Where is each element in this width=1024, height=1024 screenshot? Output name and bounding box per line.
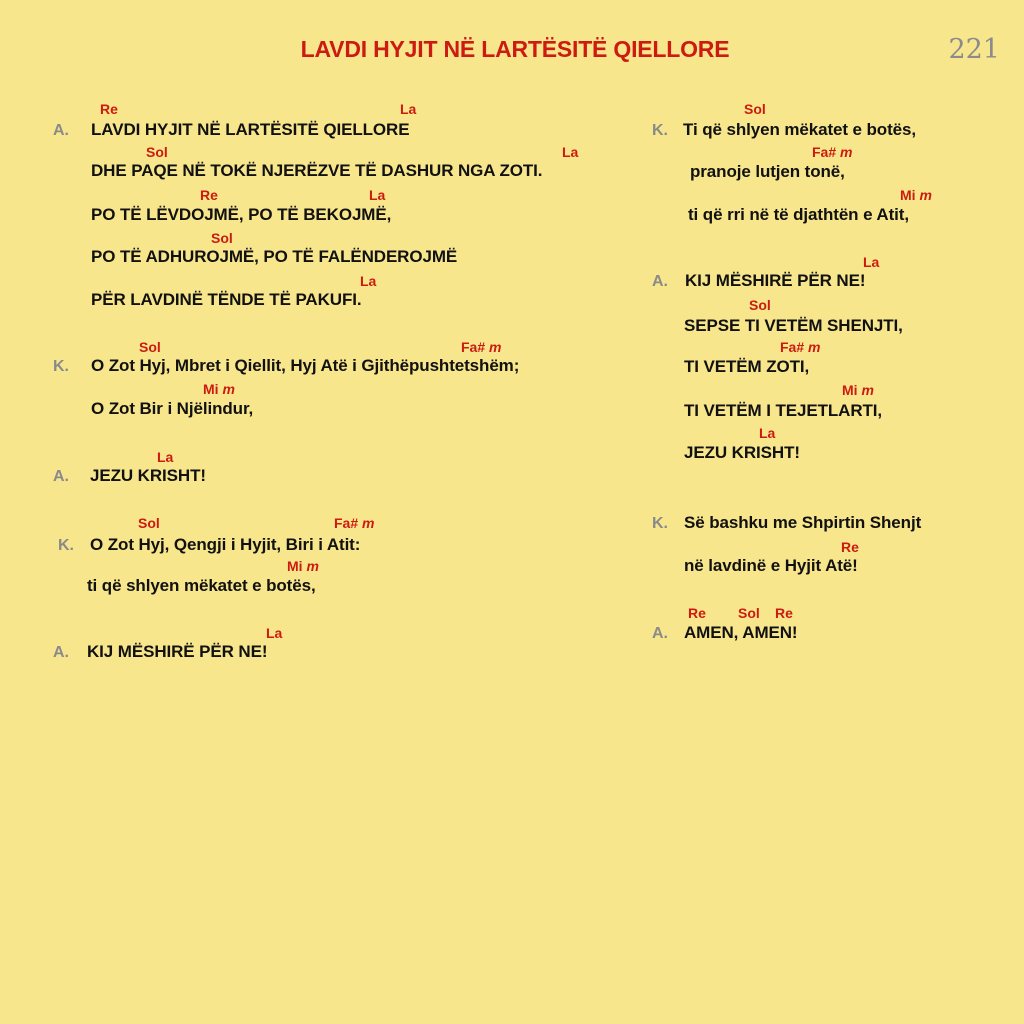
lyric-line: SEPSE TI VETËM SHENJTI, (684, 316, 903, 335)
chord-label: La (400, 101, 417, 117)
chord-label: Re (100, 101, 118, 117)
lyric-line: pranoje lutjen tonë, (690, 162, 845, 181)
speaker-marker: K. (652, 122, 668, 139)
chord-label: La (759, 425, 776, 441)
lyric-line: Ti që shlyen mëkatet e botës, (683, 120, 916, 139)
chord-label: Fa# m (812, 144, 853, 160)
chord-label: Sol (744, 101, 766, 117)
chord-label: Re (775, 605, 793, 621)
chord-label: La (562, 144, 579, 160)
speaker-marker: A. (53, 644, 69, 661)
lyric-line: O Zot Hyj, Mbret i Qiellit, Hyj Atë i Gjithëpushtetshëm; (91, 356, 520, 375)
lyric-line: TI VETËM ZOTI, (684, 357, 810, 376)
chord-label: La (360, 273, 377, 289)
lyric-line: Së bashku me Shpirtin Shenjt (684, 513, 922, 532)
chord-label: La (157, 449, 174, 465)
chord-label: Sol (749, 297, 771, 313)
lyric-line: O Zot Hyj, Qengji i Hyjit, Biri i Atit: (90, 535, 361, 554)
lyric-line: KIJ MËSHIRË PËR NE! (87, 642, 268, 661)
chord-label: Sol (211, 230, 233, 246)
chord-label: Sol (146, 144, 168, 160)
chord-label: Re (688, 605, 706, 621)
chord-label: Fa# m (334, 515, 375, 531)
speaker-marker: A. (652, 273, 668, 290)
chord-label: Mi m (842, 382, 874, 398)
lyric-line: PO TË ADHUROJMË, PO TË FALËNDEROJMË (91, 247, 458, 266)
lyric-line: PO TË LËVDOJMË, PO TË BEKOJMË, (91, 205, 392, 224)
speaker-marker: K. (53, 358, 69, 375)
lyric-line: në lavdinë e Hyjit Atë! (684, 556, 858, 575)
lyric-line: ti që rri në të djathtën e Atit, (688, 205, 909, 224)
chord-label: Fa# m (461, 339, 502, 355)
lyric-line: AMEN, AMEN! (684, 623, 798, 642)
chord-label: La (863, 254, 880, 270)
speaker-marker: A. (652, 625, 668, 642)
lyric-line: O Zot Bir i Njëlindur, (91, 399, 254, 418)
lyric-line: PËR LAVDINË TËNDE TË PAKUFI. (91, 290, 362, 309)
chord-label: Sol (138, 515, 160, 531)
lyric-line: LAVDI HYJIT NË LARTËSITË QIELLORE (91, 120, 410, 139)
chord-label: La (369, 187, 386, 203)
page-number: 221 (948, 34, 1000, 65)
chord-label: Sol (139, 339, 161, 355)
chord-label: Mi m (287, 558, 319, 574)
lyric-line: JEZU KRISHT! (90, 466, 206, 485)
chord-label: La (266, 625, 283, 641)
chord-label: Mi m (203, 381, 235, 397)
chord-label: Mi m (900, 187, 932, 203)
speaker-marker: A. (53, 122, 69, 139)
speaker-marker: A. (53, 468, 69, 485)
lyric-line: TI VETËM I TEJETLARTI, (684, 401, 883, 420)
page-title: LAVDI HYJIT NË LARTËSITË QIELLORE (300, 36, 730, 62)
lyric-line: ti që shlyen mëkatet e botës, (87, 576, 316, 595)
chord-label: Sol (738, 605, 760, 621)
speaker-marker: K. (58, 537, 74, 554)
lyric-line: DHE PAQE NË TOKË NJERËZVE TË DASHUR NGA ZOTI. (91, 161, 543, 180)
chord-label: Re (841, 539, 859, 555)
speaker-marker: K. (652, 515, 668, 532)
chord-label: Re (200, 187, 218, 203)
lyric-line: KIJ MËSHIRË PËR NE! (685, 271, 866, 290)
chord-label: Fa# m (780, 339, 821, 355)
lyric-line: JEZU KRISHT! (684, 443, 800, 462)
